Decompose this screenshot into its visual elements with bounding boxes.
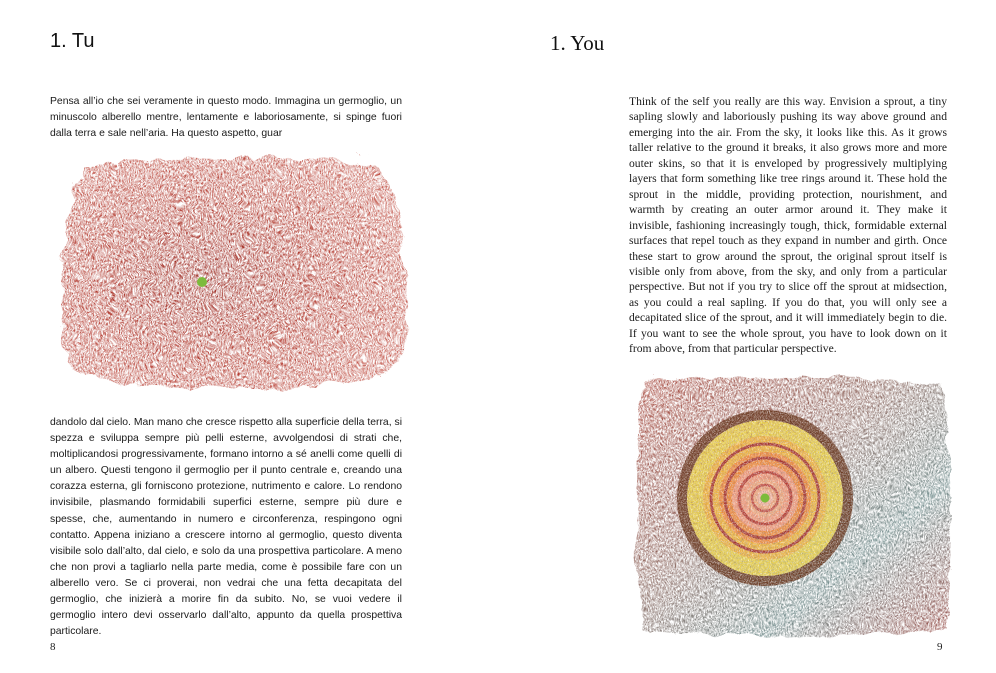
italian-paragraph-1: Pensa all’io che sei veramente in questo modo. Immagina un germoglio, un minuscolo alberello mentre, lentamente e laboriosamente, si spinge fuori dalla terra e sale nell’aria. Ha questo aspetto, guar xyxy=(50,96,402,140)
tree-rings-illustration xyxy=(628,370,953,640)
sprout-dot-center xyxy=(761,494,770,503)
italian-paragraph-2: dandolo dal cielo. Man mano che cresce rispetto alla superficie della terra, si spezza e sviluppa sempre più pelli esterne, avvolgendosi di strati che, moltiplicandosi progressivamente, formano intorno a sé anelli come quelli di un albero. Questi tengono il germoglio per il punto centrale e, creando una corazza esterna, gli forniscono protezione, nutrimento e calore. Lo rendono invisibile, plasmando formidabili superfici esterne, sempre più dure e spesse, che, aumentando in numero e circonferenza, respingono ogni contatto. Appena iniziano a crescere intorno al germoglio, questo diventa visibile solo dall’alto, dal cielo, e solo da una prospettiva particolare. A meno che non provi a tagliarlo nella parte media, come è possibile fare con un alberello vero. Se ci proverai, non vedrai che una fetta decapitata del germoglio, che inizierà a morire fin da subito. No, se vuoi vedere il germoglio intero devi osservarlo dall’alto, appunto da quella prospettiva particolare. xyxy=(50,417,402,638)
page-number-left: 8 xyxy=(50,641,56,653)
chapter-title-italian: 1. Tu xyxy=(50,30,95,52)
sprout-from-above-illustration xyxy=(50,145,410,393)
chapter-title-english: 1. You xyxy=(550,31,605,55)
sprout-dot xyxy=(197,277,207,287)
right-page xyxy=(498,0,996,673)
page-number-right: 9 xyxy=(937,641,943,653)
english-paragraph: Think of the self you really are this way. Envision a sprout, a tiny sapling slowly and laboriously pushing its way above ground and emerging into the air. From the sky, it looks like this. As it grows taller relative to the ground it breaks, it also grows more and more outer skins, so that it is enveloped by progressively multiplying layers that form something like tree rings around it. These hold the sprout in the middle, providing protection, nourishment, and warmth by creating an outer armor around it. They make it invisible, fashioning increasingly tough, thick, formidable external surfaces that repel touch as they expand in number and girth. Once these start to grow around the sprout, the original sprout itself is visible only from above, from the sky, and only from a particular perspective. But not if you try to slice off the sprout at midsection, as you could a real sapling. If you do that, you will only see a decapitated slice of the sprout, and it will immediately begin to die. If you want to see the whole sprout, you have to look down on it from above, from that particular perspective. xyxy=(629,95,947,356)
